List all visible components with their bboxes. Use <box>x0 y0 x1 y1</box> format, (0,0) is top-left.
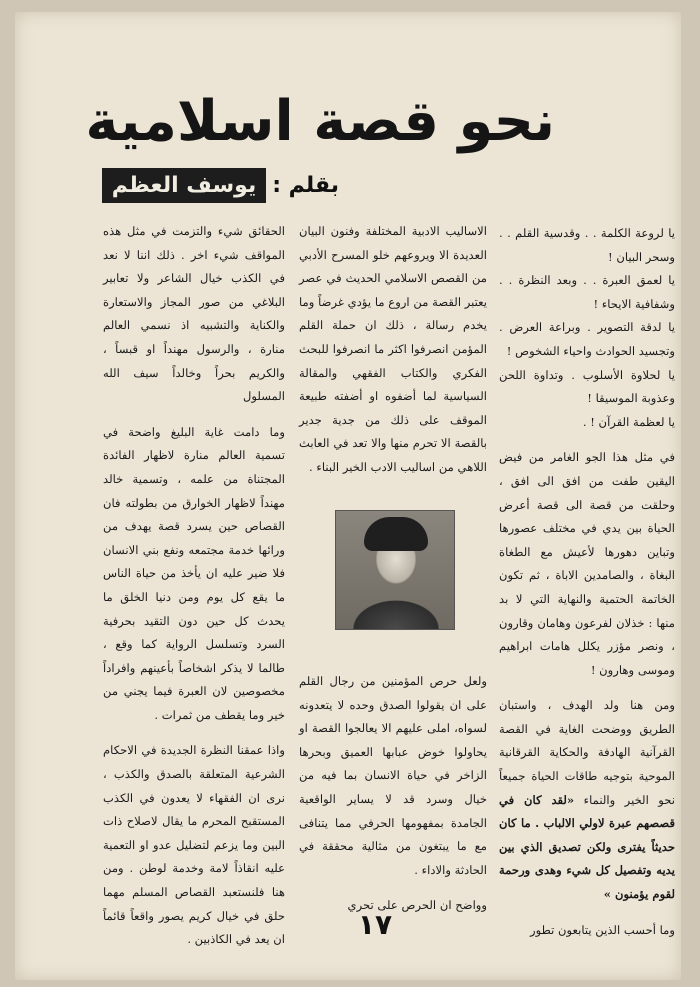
paragraph: في مثل هذا الجو الغامر من فيض اليقين طفت من افق الى افق ، وحلقت من قصة الى قصة أعرض الحياة بين يدي في مختلف عصورها وتباين دهورها لأعيش مع الطغاة البغاة ، والصامدين الاباة ، ثم تكون الخاتمة الحتمية والنهاية التي لا بد منها : خذلان لفرعون وهامان وقارون ، ونصر مؤزر يكلل هامات ابراهيم وموسى وهارون ! <box>499 450 675 677</box>
paragraph: الحقائق شيء والتزمت في مثل هذه المواقف شيء اخر . ذلك اننا لا نعد في الكذب خيال الشاعر ولا تعابير البلاغي من صور المجاز والاستعارة والكناية والتشبيه اذ نسمي العالم منارة ، والرسول مهنداً او قبساً ، والكريم بحراً وخالداً سيف الله المسلول <box>103 224 285 404</box>
exclamation-line: يا لروعة الكلمة . . وقدسية القلم . . وسحر البيان ! <box>499 226 675 264</box>
byline-label: بقلم : <box>272 172 339 198</box>
paragraph <box>499 694 675 906</box>
portrait-hair <box>364 517 428 551</box>
page-number: ١٧ <box>357 908 393 941</box>
column-middle-bottom <box>299 670 487 918</box>
magazine-page <box>15 12 681 980</box>
column-right <box>499 222 675 942</box>
author-portrait-photo <box>335 510 455 630</box>
exclamation-line: يا لعمق العبرة . . وبعد النظرة . . وشفافية الايحاء ! <box>499 273 675 311</box>
quran-quote: «لقد كان في قصصهم عبرة لاولي الالباب . ما كان حديثاً يفترى ولكن تصديق الذي بين يديه وتفصيل كل شيء وهدى ورحمة لقوم يؤمنون » <box>499 792 675 902</box>
article-title: نحو قصة اسلامية <box>85 89 555 154</box>
paragraph: الاساليب الادبية المختلفة وفنون البيان العديدة الا ويروعهم خلو المسرح الأدبي من القصص الاسلامي الحديث في عصر يعتبر القصة من اروع ما يؤدي غرضاً وما يخدم رسالة ، ذلك ان حملة القلم المؤمن انصرفوا اكثر ما انصرفوا للبحث الفكري والكتاب الفقهي والمقالة السياسية لما أضفوه او أضفته طبيعة الموقف على ذلك من جدية جدير بالقصة الا تحرم منها والا تعد في العابث اللاهي من اساليب الادب الخير البناء . <box>299 224 487 474</box>
paragraph: وواضح ان الحرص على تحري <box>347 898 487 913</box>
exclamation-line: يا لحلاوة الأسلوب . وتداوة اللحن وعذوبة الموسيقا ! <box>499 367 675 406</box>
exclamation-line: يا لدقة التصوير . وبراعة العرض . وتجسيد الحوادث واحياء الشخوص ! <box>499 320 675 358</box>
author-name: يوسف العظم <box>102 168 266 203</box>
paragraph: وما دامت غاية البليغ واضحة في تسمية العالم منارة لاظهار الفائدة المجتناة من علمه ، وتسمية خالد مهنداً لاظهار الخوارق من بطولته فان القصاص حين يسرد قصة يهدف من ورائها خدمة مجتمعه ونفع بني الانسان فلا ضير عليه ان يأخذ من حياة الناس ما يقع كل يوم ومن دنيا الخلق ما يحدث كل حين دون التقيد بحرفية السرد وتسلسل الرواية كما وقع ، طالما لا يذكر اشخاصاً بأعينهم وافراداً مخصوصين لان العبرة فيما يجني من خير وما يقطف من ثمرات . <box>103 424 285 722</box>
column-middle-top <box>299 220 487 480</box>
column-left <box>103 220 285 952</box>
paragraph: واذا عمقنا النظرة الجديدة في الاحكام الشرعية المتعلقة بالصدق والكذب ، نرى ان الفقهاء لا يعدون في الكذب المستقبح المحرم ما يقال لاصلاح ذات البين وما يزعم لتضليل عدو او التعمية عليه انقاذاً لامة وخدمة لوطن . ومن هنا فلنستعبد القصاص المسلم مهما حلق في خيال كريم يصور واقعاً قائماً ان يعد في الكاذبين . <box>103 743 285 947</box>
exclamation-line: يا لعظمة القرآن ! . <box>582 414 675 429</box>
byline <box>107 162 339 208</box>
paragraph: ولعل حرص المؤمنين من رجال القلم على ان يقولوا الصدق وحده لا يتعدونه لسواه، املى عليهم الا يعالجوا القصة او يحاولوا خوض عبابها العميق وبحرها الزاخر في حياة الانسان بما فيه من خيال وسرد قد لا يساير الواقعية الجامدة بمفهومها الحرفي مما يتنافى مع ما يبتغون من مثالية محققة في الحادثة والاداء . <box>299 674 487 877</box>
paragraph-text: ومن هنا ولد الهدف ، واستبان الطريق ووضحت الغاية في القصة القرآنية الهادفة والحكاية القرقانية الموحية بتوجيه طاقات الحياة جميعاً نحو الخير والنماء <box>499 698 675 807</box>
paragraph: وما أحسب الذين يتابعون تطور <box>530 922 675 937</box>
